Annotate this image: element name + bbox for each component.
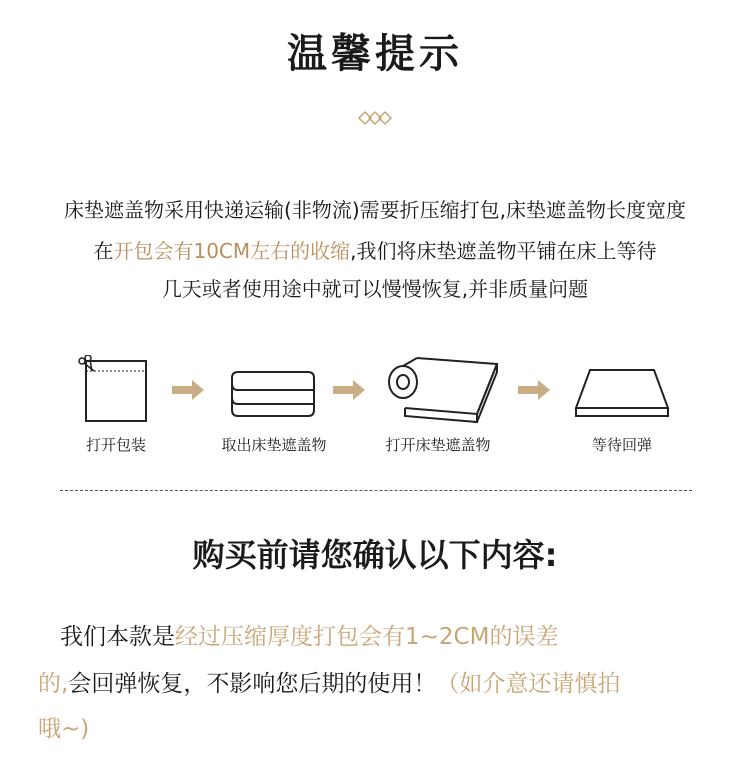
folded-stack-icon xyxy=(228,362,318,422)
notice-line-3-tail: 哦~) xyxy=(38,716,90,742)
notice-line-2-highlight: 的, xyxy=(38,671,69,697)
flat-mattress-icon xyxy=(572,362,672,422)
step-label-take-out: 取出床垫遮盖物 xyxy=(221,436,327,454)
dashed-divider xyxy=(60,490,692,491)
page-title: 温馨提示 xyxy=(287,31,463,77)
diamond-ornament-icon xyxy=(355,108,395,128)
notice-line-1-highlight: 经过压缩厚度打包会有1~2CM的误差 xyxy=(175,624,559,650)
notice-line-2 xyxy=(38,665,620,698)
intro-line-1: 床垫遮盖物采用快递运输(非物流)需要折压缩打包,床垫遮盖物长度宽度 xyxy=(64,198,686,222)
step-label-unfold: 打开床垫遮盖物 xyxy=(385,436,491,454)
arrow-right-icon xyxy=(518,378,552,402)
intro-line-2 xyxy=(0,235,750,264)
intro-line-3: 几天或者使用途中就可以慢慢恢复,并非质量问题 xyxy=(161,277,589,301)
arrow-right-icon xyxy=(172,378,206,402)
package-with-scissors-icon xyxy=(72,355,152,425)
intro-line-2-prefix: 在 xyxy=(93,239,114,263)
notice-line-2-tail: （如介意还请慎拍 xyxy=(436,671,621,697)
section-title: 购买前请您确认以下内容: xyxy=(192,536,558,574)
step-label-open-package: 打开包装 xyxy=(85,436,146,454)
notice-line-2-middle: 会回弹恢复，不影响您后期的使用！ xyxy=(68,671,437,697)
arrow-right-icon xyxy=(333,378,367,402)
notice-line-1-prefix: 我们本款是 xyxy=(60,624,175,650)
shrink-highlight: 开包会有10CM左右的收缩 xyxy=(113,239,351,263)
unrolling-mat-icon xyxy=(385,352,500,427)
notice-line-3 xyxy=(38,710,89,743)
notice-line-1 xyxy=(60,618,558,651)
intro-line-2-suffix: ,我们将床垫遮盖物平铺在床上等待 xyxy=(350,239,657,263)
step-label-wait-rebound: 等待回弹 xyxy=(591,436,652,454)
